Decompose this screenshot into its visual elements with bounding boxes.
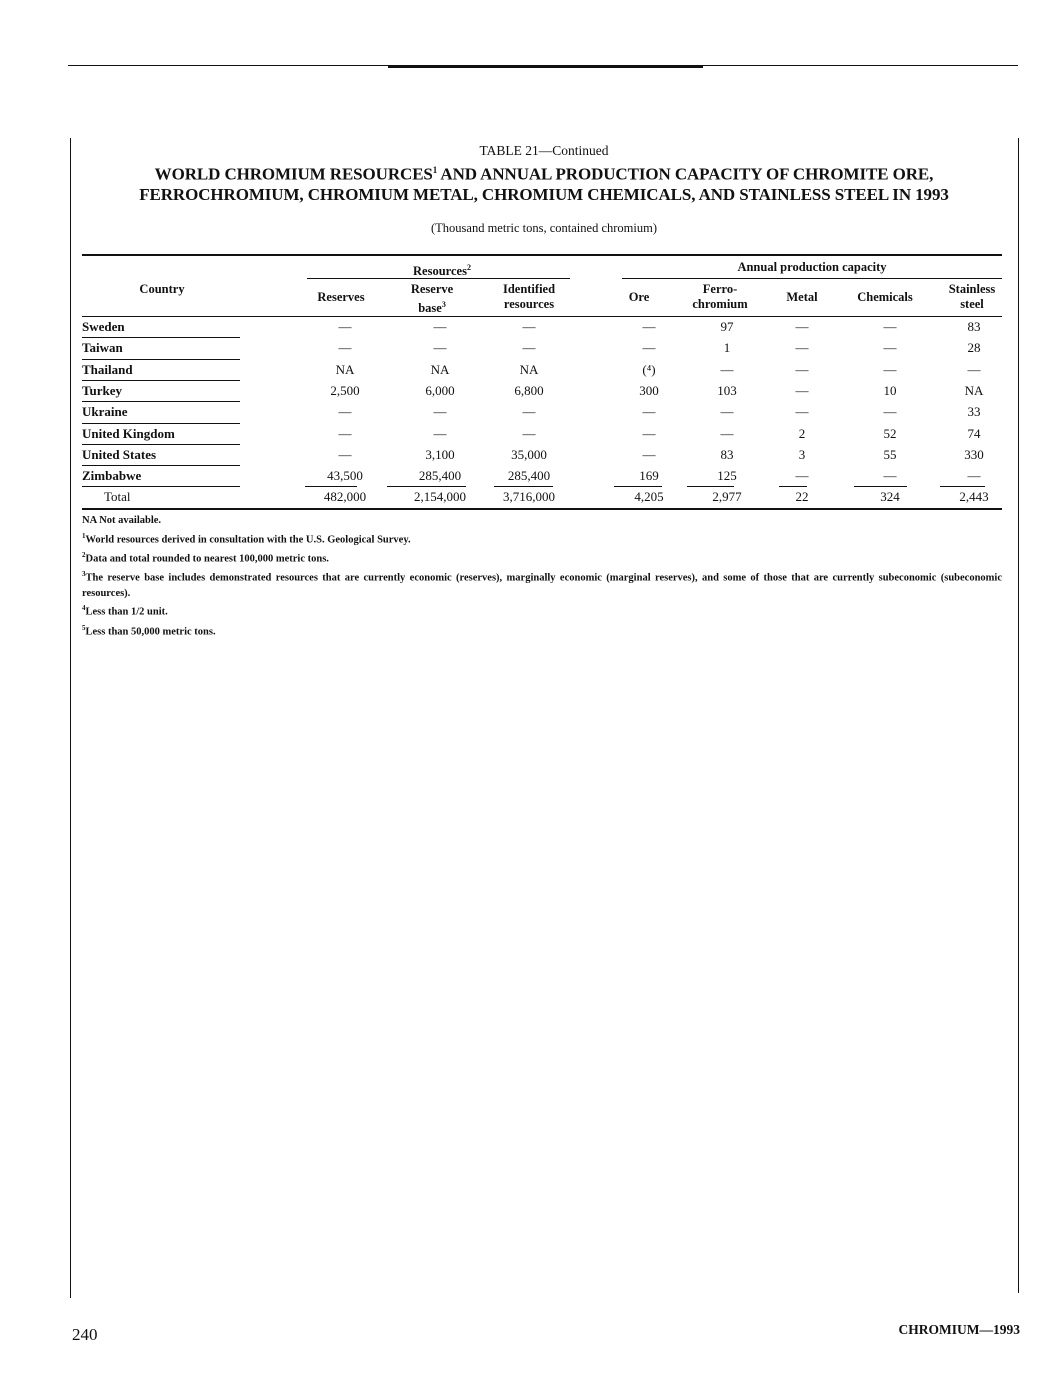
row-rule (82, 401, 240, 402)
cell-chemicals: 52 (883, 425, 897, 441)
cell-ferro: 103 (717, 382, 737, 398)
cell-ore: 4,205 (634, 489, 664, 505)
table-units: (Thousand metric tons, contained chromium) (431, 221, 657, 235)
total-rule (305, 486, 357, 487)
cell-ore: — (642, 404, 656, 420)
footnote-5: $^5$Less than 50,000 metric tons. (82, 623, 216, 638)
country-cell: United Kingdom (82, 425, 175, 441)
col-header-chemicals: Chemicals (857, 290, 913, 304)
cell-ore: 169 (639, 468, 659, 484)
col-header-ore: Ore (628, 290, 650, 304)
cell-metal: — (795, 382, 809, 398)
cell-reserves: 43,500 (327, 468, 363, 484)
cell-ferro: — (720, 361, 734, 377)
row-rule (82, 423, 240, 424)
cell-ferro: 1 (723, 340, 731, 356)
cell-reserve-base: 3,100 (425, 446, 455, 462)
cell-metal: — (795, 404, 809, 420)
footnote-na: NA Not available. (82, 515, 162, 526)
cell-reserves: 2,500 (330, 382, 360, 398)
total-rule (779, 486, 807, 487)
cell-stainless: 28 (967, 340, 981, 356)
cell-ore: (⁴) (642, 361, 656, 377)
cell-chemicals: — (883, 468, 897, 484)
cell-stainless: NA (964, 382, 984, 398)
footnote-1: $^1$World resources derived in consultation with the U.S. Geological Survey. (82, 531, 411, 546)
cell-reserve-base: 6,000 (425, 382, 455, 398)
cell-chemicals: 55 (883, 446, 897, 462)
cell-metal: — (795, 319, 809, 334)
cell-reserves: — (338, 446, 352, 462)
total-rule (387, 486, 466, 487)
country-cell: Ukraine (82, 404, 128, 420)
running-footer: CHROMIUM—1993 (898, 1322, 1020, 1337)
header-bottom-rule (82, 316, 1002, 317)
cell-reserve-base: — (433, 340, 447, 356)
col-header-country: Country (139, 282, 185, 296)
capacity-group-header: Annual production capacity (737, 260, 887, 274)
row-rule (82, 444, 240, 445)
row-rule (82, 486, 240, 487)
cell-reserves: — (338, 425, 352, 441)
total-rule (494, 486, 553, 487)
cell-identified: — (522, 340, 536, 356)
cell-reserve-base: NA (430, 361, 450, 377)
capacity-group-rule (622, 278, 1002, 279)
cell-ore: — (642, 425, 656, 441)
cell-identified: 285,400 (507, 468, 551, 484)
cell-metal: 3 (798, 446, 806, 462)
cell-reserves: — (338, 319, 352, 334)
country-cell: United States (82, 446, 157, 462)
cell-metal: — (795, 340, 809, 356)
cell-identified: 35,000 (511, 446, 547, 462)
right-margin-rule (1018, 138, 1019, 1293)
cell-ferro: — (720, 404, 734, 420)
cell-ore: — (642, 340, 656, 356)
col-header-ferrochromium: Ferro- chromium (692, 282, 748, 311)
cell-ore: — (642, 446, 656, 462)
total-rule (614, 486, 662, 487)
cell-ore: 300 (639, 382, 659, 398)
row-rule (82, 465, 240, 466)
cell-stainless: 330 (964, 446, 984, 462)
total-rule (687, 486, 734, 487)
row-rule (82, 380, 240, 381)
cell-ferro: 97 (720, 319, 734, 334)
col-header-stainless: Stainless steel (948, 282, 996, 311)
cell-metal: 2 (798, 425, 806, 441)
total-rule (940, 486, 985, 487)
cell-ore: — (642, 319, 656, 334)
cell-identified: — (522, 425, 536, 441)
cell-ferro: 125 (717, 468, 737, 484)
cell-chemicals: 324 (880, 489, 900, 505)
cell-stainless: 2,443 (959, 489, 989, 505)
cell-ferro: 83 (720, 446, 734, 462)
cell-chemicals: — (883, 340, 897, 356)
cell-reserve-base: — (433, 319, 447, 334)
cell-reserve-base: 285,400 (418, 468, 462, 484)
table-number: TABLE 21—Continued (479, 143, 609, 158)
resources-group-header: Resources$^2$ (413, 263, 471, 279)
country-cell: Turkey (82, 382, 122, 398)
country-cell: Zimbabwe (82, 468, 142, 484)
cell-reserve-base: — (433, 404, 447, 420)
cell-metal: — (795, 468, 809, 484)
cell-stainless: 83 (967, 319, 981, 334)
cell-identified: 3,716,000 (503, 489, 555, 505)
col-header-reserves: Reserves (317, 290, 365, 304)
table-title: WORLD CHROMIUM RESOURCES$^1$ AND ANNUAL PRODUCTION CAPACITY OF CHROMITE ORE, FERROCHROMIUM, CHROMIUM METAL, CHROMIUM CHEMICALS, AND STAINLESS STEEL IN 1993 (139, 164, 949, 204)
cell-chemicals: — (883, 361, 897, 377)
cell-reserve-base: — (433, 425, 447, 441)
cell-ferro: — (720, 425, 734, 441)
cell-identified: 6,800 (514, 382, 544, 398)
cell-chemicals: 10 (883, 382, 897, 398)
cell-stainless: 33 (967, 404, 981, 420)
country-cell: Total (104, 489, 131, 505)
cell-ferro: 2,977 (712, 489, 742, 505)
col-header-metal: Metal (786, 290, 818, 304)
country-cell: Sweden (82, 319, 125, 334)
header-top-rule (82, 254, 1002, 256)
cell-stainless: — (967, 468, 981, 484)
left-margin-rule (70, 138, 71, 1298)
cell-metal: 22 (795, 489, 809, 505)
cell-identified: — (522, 319, 536, 334)
cell-stainless: — (967, 361, 981, 377)
cell-reserves: — (338, 340, 352, 356)
cell-reserves: NA (335, 361, 355, 377)
table-footnotes (82, 513, 1002, 640)
footnote-3: $^3$The reserve base includes demonstrated resources that are currently economic (reserves), marginally economic (marginal reserves), and some of those that are currently subeconomic (subeconomic resources). (82, 569, 1002, 599)
footnote-4: $^4$Less than 1/2 unit. (82, 604, 168, 618)
table-bottom-rule (82, 508, 1002, 510)
col-header-identified: Identified resources (502, 282, 556, 311)
cell-metal: — (795, 361, 809, 377)
total-rule (854, 486, 907, 487)
country-cell: Thailand (82, 361, 133, 377)
country-cell: Taiwan (82, 340, 123, 356)
cell-identified: NA (519, 361, 539, 377)
row-rule (82, 359, 240, 360)
page-number: 240 (72, 1325, 98, 1344)
cell-reserves: — (338, 404, 352, 420)
cell-identified: — (522, 404, 536, 420)
top-rule-accent (388, 65, 703, 68)
col-header-reserve-base: Reserve base$^3$ (410, 282, 454, 316)
footnote-2: $^2$Data and total rounded to nearest 100,000 metric tons. (82, 550, 329, 565)
cell-chemicals: — (883, 404, 897, 420)
cell-chemicals: — (883, 319, 897, 334)
row-rule (82, 337, 240, 338)
cell-reserves: 482,000 (323, 489, 367, 505)
cell-reserve-base: 2,154,000 (414, 489, 466, 505)
cell-stainless: 74 (967, 425, 981, 441)
